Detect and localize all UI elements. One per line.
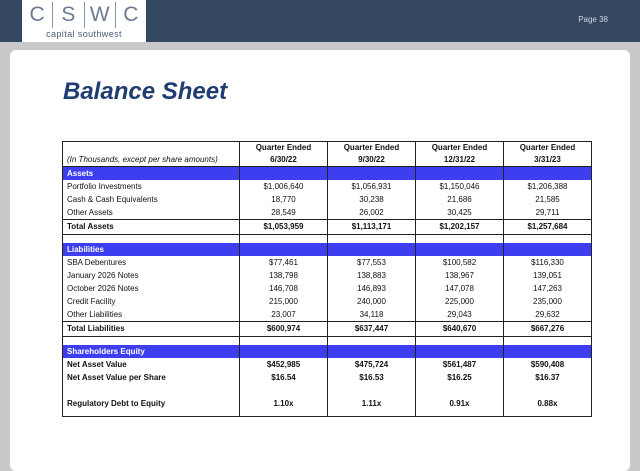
row-label: Total Liabilities: [63, 322, 240, 337]
logo-letter: W: [84, 2, 115, 28]
cell-value: $16.53: [328, 371, 416, 384]
column-header: Quarter Ended 12/31/22: [416, 142, 504, 167]
section-header-liabilities: [63, 243, 592, 256]
cell-value: 18,770: [240, 193, 328, 206]
cell-value: 21,686: [416, 193, 504, 206]
cell-value: 138,967: [416, 269, 504, 282]
row-label: Net Asset Value per Share: [63, 371, 240, 384]
table-row: [63, 282, 592, 295]
table-row: [63, 295, 592, 308]
logo-letter: S: [52, 2, 83, 28]
table-row: [63, 180, 592, 193]
logo-letters: [22, 2, 146, 28]
cell-value: $16.54: [240, 371, 328, 384]
cell-value: $1,150,046: [416, 180, 504, 193]
cell-value: 23,007: [240, 308, 328, 322]
cell-value: $16.25: [416, 371, 504, 384]
spacer-row: [63, 384, 592, 392]
logo-letter: C: [115, 2, 146, 28]
company-logo: [22, 0, 146, 42]
cell-value: 0.91x: [416, 392, 504, 417]
row-label: Regulatory Debt to Equity: [63, 392, 240, 417]
header-bar: [0, 0, 640, 42]
cell-value: 138,798: [240, 269, 328, 282]
cell-value: $1,206,388: [504, 180, 592, 193]
cell-value: $1,056,931: [328, 180, 416, 193]
cell-value: $1,202,157: [416, 220, 504, 235]
total-row-liabilities: [63, 322, 592, 337]
table-row: [63, 358, 592, 371]
table-row: [63, 371, 592, 384]
cell-value: 1.11x: [328, 392, 416, 417]
cell-value: 26,002: [328, 206, 416, 220]
cell-value: $1,113,171: [328, 220, 416, 235]
spacer-row: [63, 337, 592, 346]
column-header: Quarter Ended 3/31/23: [504, 142, 592, 167]
logo-subtitle: capital southwest: [46, 29, 122, 39]
ratio-row: [63, 392, 592, 417]
page-number: Page 38: [578, 15, 608, 24]
row-label: January 2026 Notes: [63, 269, 240, 282]
cell-value: 138,883: [328, 269, 416, 282]
cell-value: 235,000: [504, 295, 592, 308]
row-label: October 2026 Notes: [63, 282, 240, 295]
cell-value: $452,985: [240, 358, 328, 371]
row-label: Credit Facility: [63, 295, 240, 308]
cell-value: $1,257,684: [504, 220, 592, 235]
cell-value: $1,053,959: [240, 220, 328, 235]
cell-value: 21,585: [504, 193, 592, 206]
logo-letter: C: [29, 3, 45, 26]
cell-value: $561,487: [416, 358, 504, 371]
cell-value: $1,006,640: [240, 180, 328, 193]
cell-value: 240,000: [328, 295, 416, 308]
cell-value: $475,724: [328, 358, 416, 371]
table-header-row: [63, 142, 592, 167]
cell-value: 1.10x: [240, 392, 328, 417]
slide-body: [10, 50, 630, 471]
cell-value: 34,118: [328, 308, 416, 322]
cell-value: 29,711: [504, 206, 592, 220]
cell-value: 147,263: [504, 282, 592, 295]
row-label: Other Liabilities: [63, 308, 240, 322]
page-title: Balance Sheet: [63, 78, 228, 105]
cell-value: $590,408: [504, 358, 592, 371]
cell-value: 225,000: [416, 295, 504, 308]
cell-value: $77,461: [240, 256, 328, 269]
cell-value: 29,043: [416, 308, 504, 322]
column-header: Quarter Ended 6/30/22: [240, 142, 328, 167]
section-label: Shareholders Equity: [63, 345, 240, 358]
cell-value: 139,051: [504, 269, 592, 282]
cell-value: $600,974: [240, 322, 328, 337]
cell-value: $116,330: [504, 256, 592, 269]
row-label: Other Assets: [63, 206, 240, 220]
table-row: [63, 206, 592, 220]
table-row: [63, 308, 592, 322]
balance-sheet-table: [62, 141, 592, 417]
cell-value: 146,893: [328, 282, 416, 295]
row-label: Portfolio Investments: [63, 180, 240, 193]
section-header-assets: [63, 167, 592, 181]
section-header-equity: [63, 345, 592, 358]
units-note: (In Thousands, except per share amounts): [63, 142, 240, 167]
cell-value: 28,549: [240, 206, 328, 220]
section-label: Liabilities: [63, 243, 240, 256]
cell-value: $667,276: [504, 322, 592, 337]
row-label: Cash & Cash Equivalents: [63, 193, 240, 206]
cell-value: 146,708: [240, 282, 328, 295]
cell-value: $77,553: [328, 256, 416, 269]
cell-value: 215,000: [240, 295, 328, 308]
table-row: [63, 193, 592, 206]
row-label: Net Asset Value: [63, 358, 240, 371]
table-row: [63, 269, 592, 282]
total-row-assets: [63, 220, 592, 235]
cell-value: $100,582: [416, 256, 504, 269]
cell-value: $640,670: [416, 322, 504, 337]
cell-value: $637,447: [328, 322, 416, 337]
row-label: Total Assets: [63, 220, 240, 235]
cell-value: $16.37: [504, 371, 592, 384]
cell-value: 0.88x: [504, 392, 592, 417]
column-header: Quarter Ended 9/30/22: [328, 142, 416, 167]
cell-value: 30,425: [416, 206, 504, 220]
row-label: SBA Debentures: [63, 256, 240, 269]
cell-value: 30,238: [328, 193, 416, 206]
table-row: [63, 256, 592, 269]
section-label: Assets: [63, 167, 240, 181]
cell-value: 147,078: [416, 282, 504, 295]
cell-value: 29,632: [504, 308, 592, 322]
spacer-row: [63, 235, 592, 244]
